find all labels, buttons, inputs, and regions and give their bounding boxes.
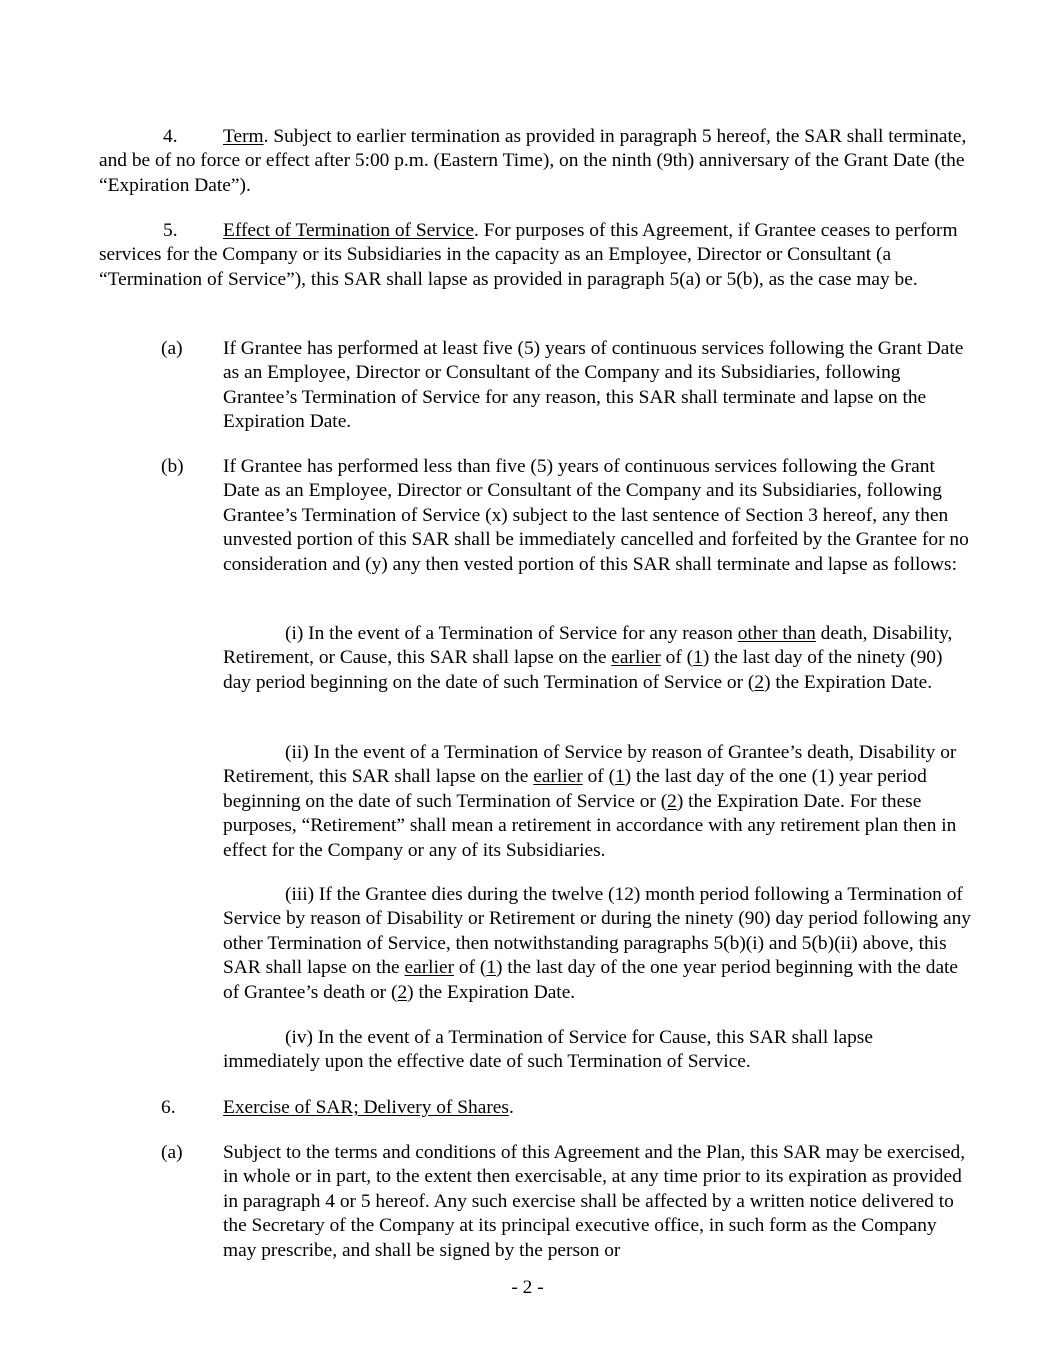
- section-6a-text: Subject to the terms and conditions of this Agreement and the Plan, this SAR may be exercised, in whole or in part, to the extent then exercisable, at any time prior to its expiration as provided in paragraph 4 or 5 hereof. Any such exercise shall be affected by a written notice delivered to the Secretary of the Company at its principal executive office, in such form as the Company may prescribe, and shall be signed by the person or: [223, 1142, 966, 1261]
- section-5-number: 5.: [163, 220, 178, 241]
- section-5a-label: (a): [161, 338, 183, 359]
- section-4-text: Term. Subject to earlier termination as provided in paragraph 5 hereof, the SAR shall terminate, and be of no force or effect after 5:00 p.m. (Eastern Time), on the ninth (9th) anniversary of the Grant Date (the “Expiration Date”).: [99, 126, 967, 196]
- section-5b-i: (i) In the event of a Termination of Service for any reason other than death, Disability, Retirement, or Cause, this SAR shall lapse on the earlier of (1) the last day of the ninety (90) day period beginning on the date of such Termination of Service or (2) the Expiration Date.: [223, 623, 953, 693]
- section-5b-text: If Grantee has performed less than five (5) years of continuous services following the Grant Date as an Employee, Director or Consultant of the Company and its Subsidiaries, following Grantee’s Termination of Service (x) subject to the last sentence of Section 3 hereof, any then unvested portion of this SAR shall be immediately cancelled and forfeited by the Grantee for no consideration and (y) any then vested portion of this SAR shall terminate and lapse as follows:: [223, 456, 969, 575]
- section-4-heading: Term: [223, 126, 264, 147]
- section-4: [99, 125, 971, 198]
- section-6-number: 6.: [161, 1097, 176, 1118]
- section-6-heading-line: Exercise of SAR; Delivery of Shares.: [223, 1097, 514, 1118]
- section-5-text: Effect of Termination of Service. For purposes of this Agreement, if Grantee ceases to perform services for the Company or its Subsidiaries in the capacity as an Employee, Director or Consultant (a “Termination of Service”), this SAR shall lapse as provided in paragraph 5(a) or 5(b), as the case may be.: [99, 220, 958, 290]
- page-number: - 2 -: [511, 1277, 544, 1298]
- section-6a-label: (a): [161, 1142, 183, 1163]
- section-5-heading: Effect of Termination of Service: [223, 220, 474, 241]
- section-6-heading: Exercise of SAR; Delivery of Shares: [223, 1097, 509, 1118]
- section-5a-text: If Grantee has performed at least five (5) years of continuous services following the Grant Date as an Employee, Director or Consultant of the Company and its Subsidiaries, following Grantee’s Termination of Service for any reason, this SAR shall terminate and lapse on the Expiration Date.: [223, 338, 964, 433]
- section-5b-ii: (ii) In the event of a Termination of Service by reason of Grantee’s death, Disability or Retirement, this SAR shall lapse on the earlier of (1) the last day of the one (1) year period beginning on the date of such Termination of Service or (2) the Expiration Date. For these purposes, “Retirement” shall mean a retirement in accordance with any retirement plan then in effect for the Company or any of its Subsidiaries.: [223, 742, 957, 861]
- section-5b-iii: (iii) If the Grantee dies during the twelve (12) month period following a Termination of Service by reason of Disability or Retirement or during the ninety (90) day period following any other Termination of Service, then notwithstanding paragraphs 5(b)(i) and 5(b)(ii) above, this SAR shall lapse on the earlier of (1) the last day of the one year period beginning with the date of Grantee’s death or (2) the Expiration Date.: [223, 884, 971, 1003]
- section-5: [99, 219, 971, 292]
- section-5b-iv: (iv) In the event of a Termination of Service for Cause, this SAR shall lapse immediately upon the effective date of such Termination of Service.: [223, 1027, 873, 1073]
- section-4-number: 4.: [163, 126, 178, 147]
- section-5b-label: (b): [161, 456, 184, 477]
